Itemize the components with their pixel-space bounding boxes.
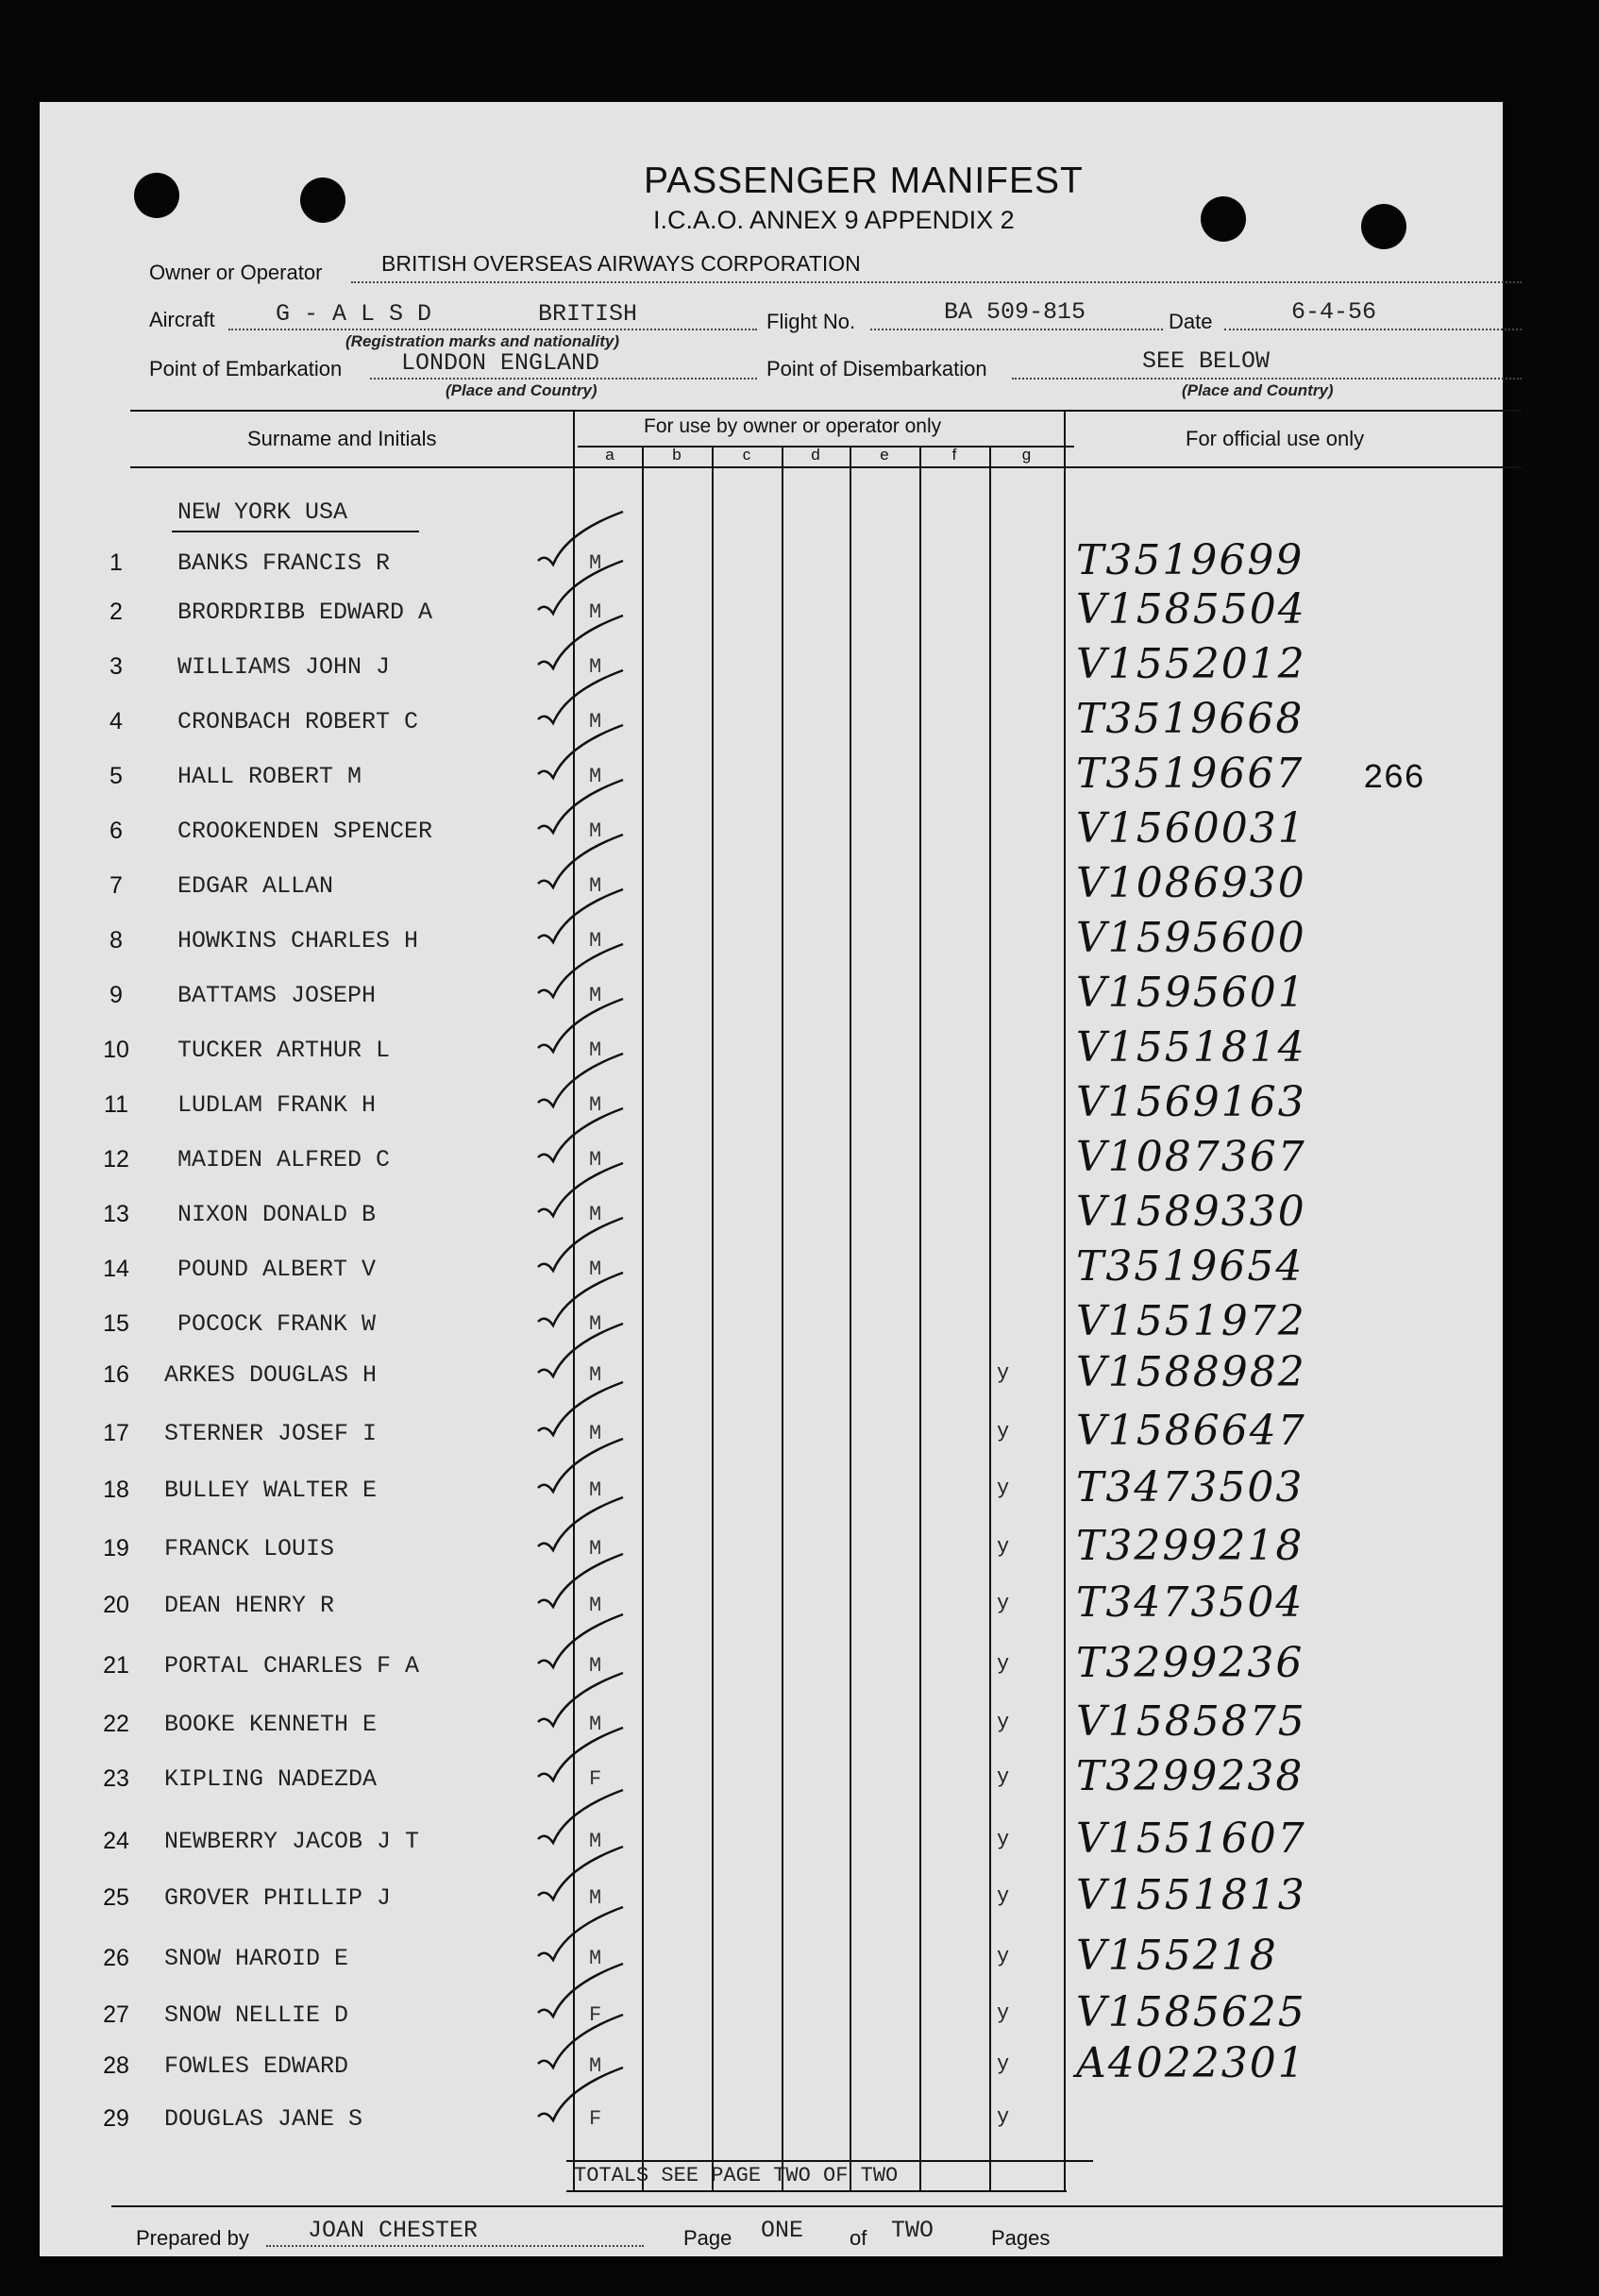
passport-number: V1595600 [1076,914,1306,962]
passport-number: A4022301 [1076,2039,1306,2087]
column-g-mark: y [997,1592,1010,1615]
sub-column-b: b [672,446,682,464]
col-header-owner: For use by owner or operator only [644,415,942,437]
of-value: TWO [891,2217,934,2244]
sex-marker: M [589,1203,602,1226]
row-number: 1 [109,549,123,576]
col-header-name: Surname and Initials [247,427,437,450]
column-g-mark: y [997,1884,1010,1908]
aircraft-value: G - A L S D [276,300,432,328]
passenger-name: FOWLES EDWARD [164,2052,349,2080]
sex-marker: M [589,1654,602,1678]
row-number: 26 [103,1945,129,1971]
column-g-mark: y [997,2105,1010,2129]
sex-marker: M [589,1947,602,1970]
column-g-mark: y [997,2052,1010,2076]
passenger-name: BATTAMS JOSEPH [177,982,377,1009]
sex-marker: M [589,819,602,843]
sub-column-g: g [1021,446,1032,464]
sex-marker: M [589,1830,602,1853]
aircraft-label: Aircraft [149,308,215,331]
column-divider [642,446,644,2190]
owner-value: BRITISH OVERSEAS AIRWAYS CORPORATION [381,251,861,276]
embark-label: Point of Embarkation [149,357,343,380]
embark-value: LONDON ENGLAND [401,349,600,377]
passenger-name: DOUGLAS JANE S [164,2105,363,2133]
passport-number: V1585504 [1076,585,1306,633]
passport-number: T3519667 [1076,750,1304,798]
sex-marker: M [589,1886,602,1910]
sex-marker: M [589,1258,602,1281]
column-divider [782,446,783,2190]
row-number: 18 [103,1477,129,1503]
disembark-value: SEE BELOW [1142,347,1271,375]
row-number: 2 [109,599,123,625]
disembark-label: Point of Disembarkation [766,357,987,380]
flight-value: BA 509-815 [944,298,1086,326]
sex-marker: M [589,600,602,624]
disembark-note: (Place and Country) [1182,381,1334,399]
column-g-mark: y [997,1711,1010,1734]
row-number: 20 [103,1592,129,1618]
page-annotation: 266 [1363,759,1424,798]
passport-number: V1552012 [1076,640,1306,688]
column-g-mark: y [997,1828,1010,1851]
passenger-name: TUCKER ARTHUR L [177,1037,391,1064]
passenger-name: LUDLAM FRANK H [177,1091,377,1119]
passport-number: T3299238 [1076,1752,1304,1800]
column-g-mark: y [997,1420,1010,1443]
date-value: 6-4-56 [1291,298,1377,326]
row-number: 27 [103,2001,129,2028]
passport-number: T3473503 [1076,1463,1304,1511]
passenger-name: GROVER PHILLIP J [164,1884,392,1912]
row-number: 5 [109,763,123,789]
sex-marker: F [589,1767,602,1791]
row-number: 16 [103,1361,129,1388]
sex-marker: M [589,1038,602,1062]
embark-note: (Place and Country) [446,381,598,399]
passenger-name: NIXON DONALD B [177,1201,377,1228]
passenger-name: BULLEY WALTER E [164,1477,378,1504]
row-number: 13 [103,1201,129,1227]
sex-marker: M [589,710,602,734]
passenger-name: CROOKENDEN SPENCER [177,818,433,845]
row-number: 19 [103,1535,129,1562]
column-divider [712,446,714,2190]
passenger-name: POUND ALBERT V [177,1256,377,1283]
passenger-name: CRONBACH ROBERT C [177,708,419,735]
passport-number: T3299218 [1076,1522,1304,1570]
sex-marker: M [589,1594,602,1617]
passport-number: V1595601 [1076,969,1306,1017]
punch-hole [300,177,345,223]
column-g-mark: y [997,1945,1010,1968]
sex-marker: M [589,1537,602,1561]
flight-label: Flight No. [766,310,856,333]
row-number: 14 [103,1256,129,1282]
passport-number: T3519699 [1076,536,1304,584]
sex-marker: M [589,1093,602,1117]
passport-number: V1551814 [1076,1023,1306,1072]
row-number: 21 [103,1652,129,1679]
column-g-mark: y [997,1361,1010,1385]
row-number: 9 [109,982,123,1008]
row-number: 4 [109,708,123,734]
sub-column-e: e [880,446,889,464]
passenger-name: ARKES DOUGLAS H [164,1361,378,1389]
sex-marker: M [589,2054,602,2078]
passport-number: V1551813 [1076,1871,1306,1919]
sex-marker: M [589,874,602,898]
passenger-name: DEAN HENRY R [164,1592,335,1619]
column-g-mark: y [997,1652,1010,1676]
passenger-name: STERNER JOSEF I [164,1420,378,1447]
totals-note: TOTALS SEE PAGE TWO OF TWO [574,2164,899,2187]
passenger-name: HALL ROBERT M [177,763,362,790]
row-number: 15 [103,1310,129,1337]
registration-note: (Registration marks and nationality) [345,332,619,350]
column-g-mark: y [997,1765,1010,1789]
sub-column-d: d [811,446,820,464]
prepared-value: JOAN CHESTER [308,2217,479,2244]
punch-hole [134,173,179,218]
page-label: Page [683,2226,732,2250]
row-number: 23 [103,1765,129,1792]
passenger-name: EDGAR ALLAN [177,872,334,900]
sub-column-a: a [605,446,614,464]
manifest-sheet [40,102,1503,2256]
row-number: 29 [103,2105,129,2132]
passport-number: V1087367 [1076,1133,1306,1181]
passenger-name: NEWBERRY JACOB J T [164,1828,420,1855]
passenger-name: PORTAL CHARLES F A [164,1652,420,1680]
passport-number: T3519654 [1076,1242,1304,1291]
passenger-name: WILLIAMS JOHN J [177,653,391,681]
passport-number: V1586647 [1076,1407,1306,1455]
sex-marker: M [589,1148,602,1172]
sex-marker: M [589,984,602,1007]
of-label: of [850,2226,867,2250]
page-subtitle: I.C.A.O. ANNEX 9 APPENDIX 2 [653,206,1015,234]
sub-column-f: f [951,446,957,464]
passenger-name: MAIDEN ALFRED C [177,1146,391,1173]
row-number: 3 [109,653,123,680]
row-number: 22 [103,1711,129,1737]
row-number: 12 [103,1146,129,1173]
row-number: 24 [103,1828,129,1854]
punch-hole [1201,196,1246,242]
passport-number: T3299236 [1076,1639,1304,1687]
passenger-name: BOOKE KENNETH E [164,1711,378,1738]
passport-number: V1589330 [1076,1188,1306,1236]
check-mark-icon [529,2060,632,2136]
passenger-name: BRORDRIBB EDWARD A [177,599,433,626]
column-divider [989,446,991,2190]
passport-number: V1588982 [1076,1348,1306,1396]
page-title: PASSENGER MANIFEST [644,160,1084,201]
row-number: 7 [109,872,123,899]
pages-label: Pages [991,2226,1051,2250]
passport-number: V1551972 [1076,1297,1306,1345]
sex-marker: M [589,655,602,679]
row-number: 6 [109,818,123,844]
passport-number: T3473504 [1076,1578,1304,1627]
column-divider [850,446,851,2190]
column-g-mark: y [997,1477,1010,1500]
passenger-name: FRANCK LOUIS [164,1535,335,1562]
passport-number: V1560031 [1076,804,1306,853]
passport-number: V1569163 [1076,1078,1306,1126]
passport-number: V1086930 [1076,859,1306,907]
sub-column-c: c [742,446,751,464]
row-number: 17 [103,1420,129,1446]
passport-number: V1585625 [1076,1988,1306,2036]
row-number: 25 [103,1884,129,1911]
date-label: Date [1169,310,1213,333]
owner-label: Owner or Operator [149,261,323,284]
sex-marker: M [589,1713,602,1736]
passenger-name: HOWKINS CHARLES H [177,927,419,954]
column-divider [919,446,921,2190]
row-number: 28 [103,2052,129,2079]
column-g-mark: y [997,1535,1010,1559]
sex-marker: M [589,765,602,788]
punch-hole [1361,204,1406,249]
sex-marker: M [589,1312,602,1336]
row-number: 11 [104,1091,128,1118]
column-g-mark: y [997,2001,1010,2025]
passport-number: V1585875 [1076,1697,1306,1746]
col-header-official: For official use only [1186,427,1365,450]
row-number: 8 [109,927,123,954]
destination-label: NEW YORK USA [177,498,348,526]
page-value: ONE [761,2217,804,2244]
passenger-name: BANKS FRANCIS R [177,549,391,577]
passenger-name: KIPLING NADEZDA [164,1765,378,1793]
passenger-name: POCOCK FRANK W [177,1310,377,1338]
passport-number: V155218 [1076,1932,1278,1980]
passenger-name: SNOW NELLIE D [164,2001,349,2029]
passport-number: V1551607 [1076,1815,1306,1863]
sex-marker: M [589,1363,602,1387]
passport-number: T3519668 [1076,695,1304,743]
sex-marker: M [589,929,602,953]
passenger-name: SNOW HAROID E [164,1945,349,1972]
sex-marker: F [589,2107,602,2131]
prepared-label: Prepared by [136,2226,249,2250]
sex-marker: M [589,551,602,575]
row-number: 10 [103,1037,129,1063]
sex-marker: F [589,2003,602,2027]
sex-marker: M [589,1478,602,1502]
nationality-value: BRITISH [538,300,638,328]
sex-marker: M [589,1422,602,1445]
